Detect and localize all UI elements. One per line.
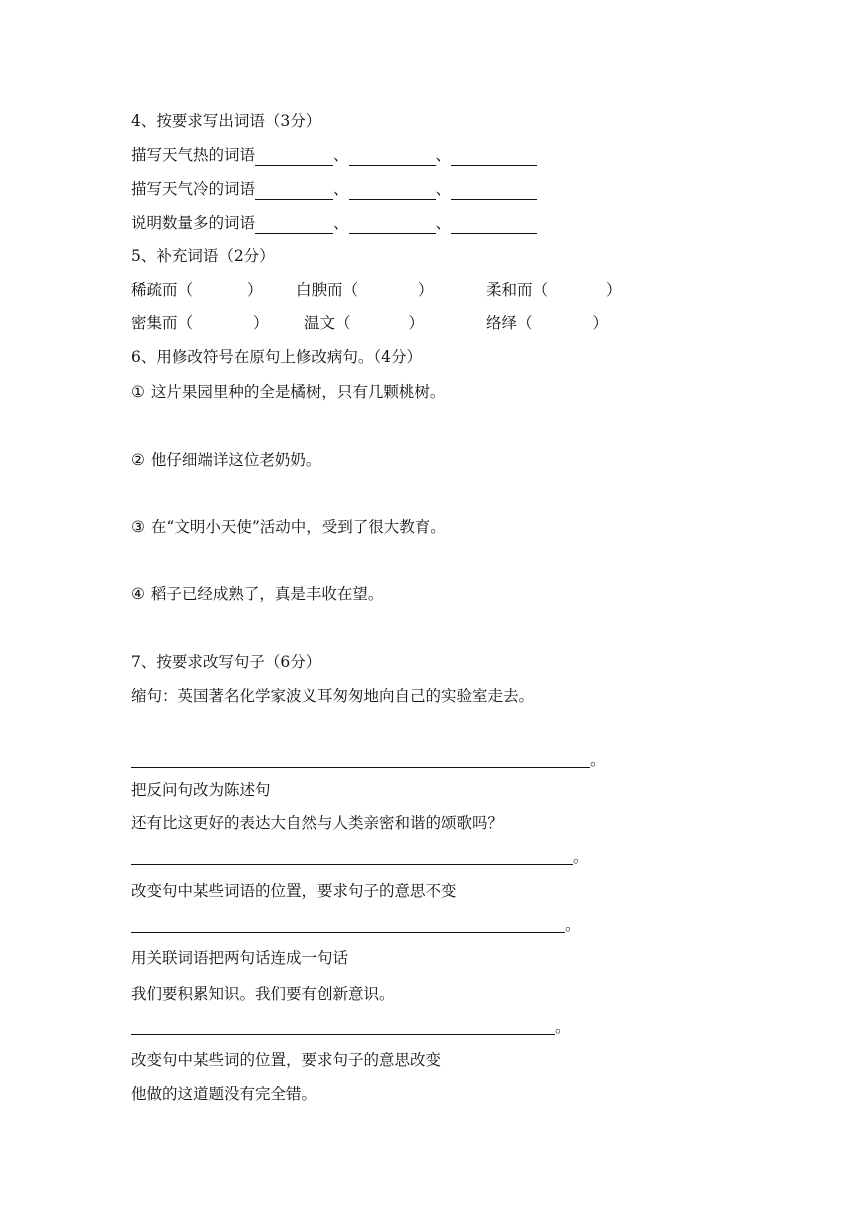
q7-reorder-change-label: 改变句中某些词的位置，要求句子的意思改变 [131,1051,442,1069]
q5-close-paren: ） [606,281,622,299]
separator: 、 [333,214,349,232]
q4-row-label: 说明数量多的词语 [131,214,256,232]
q7-condense-label: 缩句：英国著名化学家波义耳匆匆地向自己的实验室走去。 [131,687,535,705]
q5-close-paren: ） [247,281,263,299]
answer-blank[interactable] [451,147,537,166]
q4-row-cold [131,178,537,200]
q5-item-label: 温文（ [304,314,351,332]
answer-blank[interactable] [255,147,333,166]
answer-line-reorder-same[interactable] [131,914,591,936]
q6-item-3 [131,516,446,538]
item-text: 他仔细端详这位老奶奶。 [150,451,322,469]
separator: 、 [435,180,452,198]
q5-item-1[interactable] [131,279,263,301]
separator: 、 [333,146,349,164]
item-number: ③ [131,518,145,536]
q5-item-4[interactable] [131,312,269,334]
q5-close-paren: ） [418,281,434,299]
q5-item-label: 稀疏而（ [131,281,194,299]
q4-row-label: 描写天气冷的词语 [131,180,256,198]
item-text: 在“文明小天使”活动中，受到了很大教育。 [150,518,446,536]
q6-title: 6、用修改符号在原句上修改病句。（4分） [131,348,422,366]
q7-rhetorical-label: 把反问句改为陈述句 [131,781,271,799]
answer-blank[interactable] [451,215,537,234]
q4-title: 4、按要求写出词语（3分） [131,112,322,130]
end-mark: 。 [565,916,581,934]
answer-blank[interactable] [451,181,537,200]
item-number: ④ [131,585,145,603]
q6-item-1 [131,381,445,403]
end-mark: 。 [555,1018,571,1036]
answer-line-connect[interactable] [131,1016,581,1038]
q5-item-label: 络绎（ [486,314,533,332]
q5-item-label: 密集而（ [131,314,194,332]
q4-row-many [131,212,537,234]
q7-connect-label: 用关联词语把两句话连成一句话 [131,949,349,967]
q7-rhetorical-sentence: 还有比这更好的表达大自然与人类亲密和谐的颂歌吗？ [131,814,504,832]
q5-item-3[interactable] [486,279,622,301]
q5-item-2[interactable] [296,279,434,301]
answer-blank[interactable] [255,215,333,234]
end-mark: 。 [573,848,589,866]
q6-item-4 [131,583,383,605]
q5-item-label: 白腴而（ [296,281,359,299]
q7-reorder-same-label: 改变句中某些词语的位置，要求句子的意思不变 [131,882,457,900]
answer-blank[interactable] [349,181,436,200]
q5-close-paren: ） [408,314,425,332]
item-number: ① [131,383,145,401]
q7-title: 7、按要求改写句子（6分） [131,653,322,671]
q7-connect-sentence: 我们要积累知识。我们要有创新意识。 [131,985,395,1003]
q5-title: 5、补充词语（2分） [131,247,275,265]
answer-blank[interactable] [349,147,436,166]
q5-item-6[interactable] [486,312,608,334]
q5-close-paren: ） [253,314,269,332]
q5-close-paren: ） [592,314,609,332]
q7-reorder-change-sentence: 他做的这道题没有完全错。 [131,1085,318,1103]
q5-item-label: 柔和而（ [486,281,549,299]
answer-line-rhetorical[interactable] [131,846,601,868]
item-text: 这片果园里种的全是橘树，只有几颗桃树。 [150,383,446,401]
item-number: ② [131,451,145,469]
q4-row-label: 描写天气热的词语 [131,146,256,164]
separator: 、 [435,146,452,164]
q4-row-hot [131,144,537,166]
separator: 、 [435,214,452,232]
item-text: 稻子已经成熟了，真是丰收在望。 [150,585,384,603]
answer-line-condense[interactable] [131,749,611,771]
q5-item-5[interactable] [304,312,424,334]
answer-blank[interactable] [255,181,333,200]
end-mark: 。 [590,751,606,769]
answer-blank[interactable] [349,215,436,234]
separator: 、 [333,180,349,198]
q6-item-2 [131,449,321,471]
